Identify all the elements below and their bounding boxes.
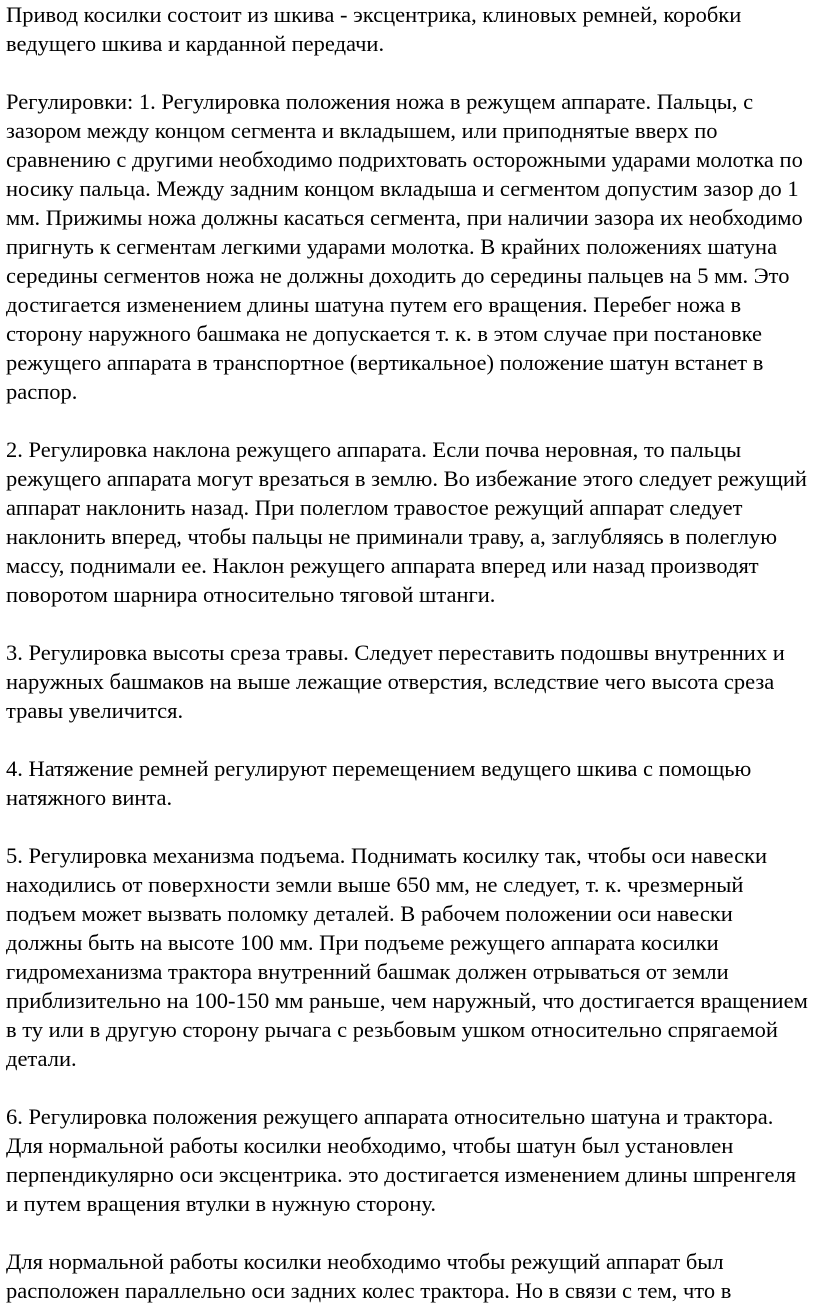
paragraph-adjustment-1: Регулировки: 1. Регулировка положения ножа в режущем аппарате. Пальцы, с зазором между концом сегмента и вкладышем, или приподнятые вверх по сравнению с другими необходимо подрихтовать осторожными ударами молотка по носику пальца. Между задним концом вкладыша и сегментом допустим зазор до 1 мм. Прижимы ножа должны касаться сегмента, при наличии зазора их необходимо пригнуть к сегментам легкими ударами молотка. В крайних положениях шатуна середины сегментов ножа не должны доходить до середины пальцев на 5 мм. Это достигается изменением длины шатуна путем его вращения. Перебег ножа в сторону наружного башмака не допускается т. к. в этом случае при постановке режущего аппарата в транспортное (вертикальное) положение шатун встанет в распор. [6,89,803,404]
paragraph-adjustment-4: 4. Натяжение ремней регулируют перемещением ведущего шкива с помощью натяжного винта. [6,756,752,810]
paragraph-adjustment-6: 6. Регулировка положения режущего аппарата относительно шатуна и трактора. Для нормальной работы косилки необходимо, чтобы шатун был установлен перпендикулярно оси эксцентрика. это достигается изменением длины шпренгеля и путем вращения втулки в нужную сторону. [6,1104,797,1216]
paragraph-adjustment-2: 2. Регулировка наклона режущего аппарата. Если почва неровная, то пальцы режущего аппарата могут врезаться в землю. Во избежание этого следует режущий аппарат наклонить назад. При полеглом травостое режущий аппарат следует наклонить вперед, чтобы пальцы не приминали траву, а, заглубляясь в полеглую массу, поднимали ее. Наклон режущего аппарата вперед или назад производят поворотом шарнира относительно тяговой штанги. [6,437,807,607]
paragraph-adjustment-3: 3. Регулировка высоты среза травы. Следует переставить подошвы внутренних и наружных башмаков на выше лежащие отверстия, вследствие чего высота среза травы увеличится. [6,640,785,723]
paragraph-adjustment-5: 5. Регулировка механизма подъема. Поднимать косилку так, чтобы оси навески находились от поверхности земли выше 650 мм, не следует, т. к. чрезмерный подъем может вызвать поломку деталей. В рабочем положении оси навески должны быть на высоте 100 мм. При подъеме режущего аппарата косилки гидромеханизма трактора внутренний башмак должен отрываться от земли приблизительно на 100-150 мм раньше, чем наружный, что достигается вращением в ту или в другую сторону рычага с резьбовым ушком относительно спрягаемой детали. [6,843,808,1071]
paragraph-closing: Для нормальной работы косилки необходимо чтобы режущий аппарат был расположен параллельно оси задних колес трактора. Но в связи с тем, что в [6,1249,732,1303]
paragraph-drive-description: Привод косилки состоит из шкива - эксцентрика, клиновых ремней, коробки ведущего шкива и карданной передачи. [6,2,742,56]
